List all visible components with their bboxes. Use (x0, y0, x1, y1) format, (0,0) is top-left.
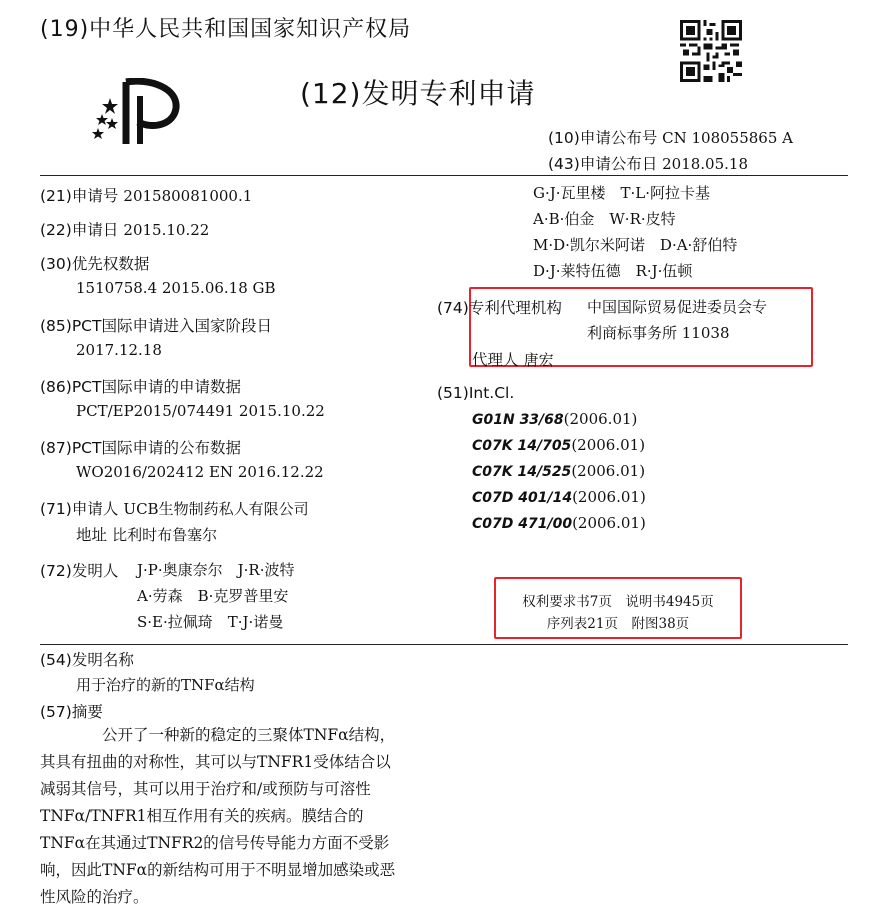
section-divider (40, 644, 848, 645)
ipc-version: (2006.01) (572, 488, 646, 506)
qr-code-icon (680, 20, 742, 82)
pct-entry-value: 2017.12.18 (76, 341, 162, 359)
inventors-label: (72)发明人 (40, 562, 119, 580)
ipc-code-row (472, 514, 646, 532)
cnipa-emblem-icon (88, 78, 183, 150)
inventor-line: A·B·伯金 W·R·皮特 (533, 210, 676, 228)
ipc-code-row (472, 436, 645, 454)
publication-date-label: (43)申请公布日 (548, 155, 658, 173)
pct-publication-label: (87)PCT国际申请的公布数据 (40, 439, 241, 457)
inventor-line: J·P·奥康奈尔 J·R·波特 (137, 561, 295, 579)
pct-publication-value: WO2016/202412 EN 2016.12.22 (76, 463, 324, 481)
publication-number-label: (10)申请公布号 (548, 129, 658, 147)
inventor-line: S·E·拉佩琦 T·J·诺曼 (137, 613, 284, 631)
ipc-code-row (472, 410, 637, 428)
agent-row (472, 348, 554, 370)
pct-application-value: PCT/EP2015/074491 2015.10.22 (76, 402, 325, 420)
pct-entry-label: (85)PCT国际申请进入国家阶段日 (40, 317, 272, 335)
inventor-line: D·J·莱特伍德 R·J·伍顿 (533, 262, 693, 280)
application-number-value: 201580081000.1 (123, 187, 253, 205)
address-label: 地址 (76, 526, 108, 544)
agency-value-line1: 中国国际贸易促进委员会专 (587, 298, 768, 316)
agent-value: 唐宏 (523, 351, 554, 369)
ipc-code: C07D 401/14 (472, 490, 573, 506)
filing-date-row (40, 218, 209, 240)
agency-label: (74)专利代理机构 (437, 299, 562, 317)
applicant-row (40, 497, 309, 519)
publication-date-row (548, 152, 748, 174)
application-number-label: (21)申请号 (40, 187, 119, 205)
invention-title-value: 用于治疗的新的TNFα结构 (76, 676, 255, 694)
filing-date-value: 2015.10.22 (123, 221, 210, 239)
publication-number-value: CN 108055865 A (662, 129, 793, 147)
publication-date-value: 2018.05.18 (662, 155, 748, 173)
ipc-version: (2006.01) (563, 410, 638, 428)
priority-value: 1510758.4 2015.06.18 GB (76, 279, 276, 297)
abstract-label: (57)摘要 (40, 703, 103, 721)
inventor-line: A·劳森 B·克罗普里安 (137, 587, 289, 605)
filing-date-label: (22)申请日 (40, 221, 119, 239)
ipc-code-row (472, 488, 646, 506)
int-cl-label: (51)Int.Cl. (437, 384, 515, 402)
invention-title-label: (54)发明名称 (40, 651, 134, 669)
address-value: 比利时布鲁塞尔 (112, 526, 218, 544)
abstract-body: 公开了一种新的稳定的三聚体TNFα结构，其具有扭曲的对称性，其可以与TNFR1受体结合以减弱其信号，其可以用于治疗和/或预防与可溶性TNFα/TNFR1相互作用有关的疾病。膜结合的TNFα在其通过TNFR2的信号传导能力方面不受影响，因此TNFα的新结构可用于不明显增加感染或恶性风险的治疗。 (40, 726, 396, 906)
ipc-code: C07K 14/525 (472, 464, 572, 480)
address-row (76, 523, 217, 545)
ipc-version: (2006.01) (571, 462, 646, 480)
header-divider (40, 175, 848, 176)
application-number-row (40, 184, 252, 206)
priority-label: (30)优先权数据 (40, 255, 150, 273)
issuing-office: (19)中华人民共和国国家知识产权局 (40, 17, 412, 42)
inventor-line: M·D·凯尔米阿诺 D·A·舒伯特 (533, 236, 738, 254)
ipc-code: C07D 471/00 (472, 516, 573, 532)
inventor-line: G·J·瓦里楼 T·L·阿拉卡基 (533, 184, 711, 202)
ipc-version: (2006.01) (572, 514, 646, 532)
abstract-text (40, 722, 406, 911)
document-type-title: (12)发明专利申请 (300, 77, 536, 110)
page-count-line2: 序列表21页 附图38页 (546, 616, 690, 632)
ipc-code: G01N 33/68 (472, 412, 564, 428)
pct-application-label: (86)PCT国际申请的申请数据 (40, 378, 241, 396)
agent-label: 代理人 (472, 351, 519, 369)
ipc-code: C07K 14/705 (472, 438, 572, 454)
ipc-code-row (472, 462, 645, 480)
applicant-label: (71)申请人 (40, 500, 119, 518)
publication-number-row (548, 126, 793, 148)
page-count-line1: 权利要求书7页 说明书4945页 (522, 594, 714, 610)
applicant-value: UCB生物制药私人有限公司 (123, 500, 309, 518)
agency-value-line2: 利商标事务所 11038 (587, 324, 730, 342)
ipc-version: (2006.01) (571, 436, 646, 454)
